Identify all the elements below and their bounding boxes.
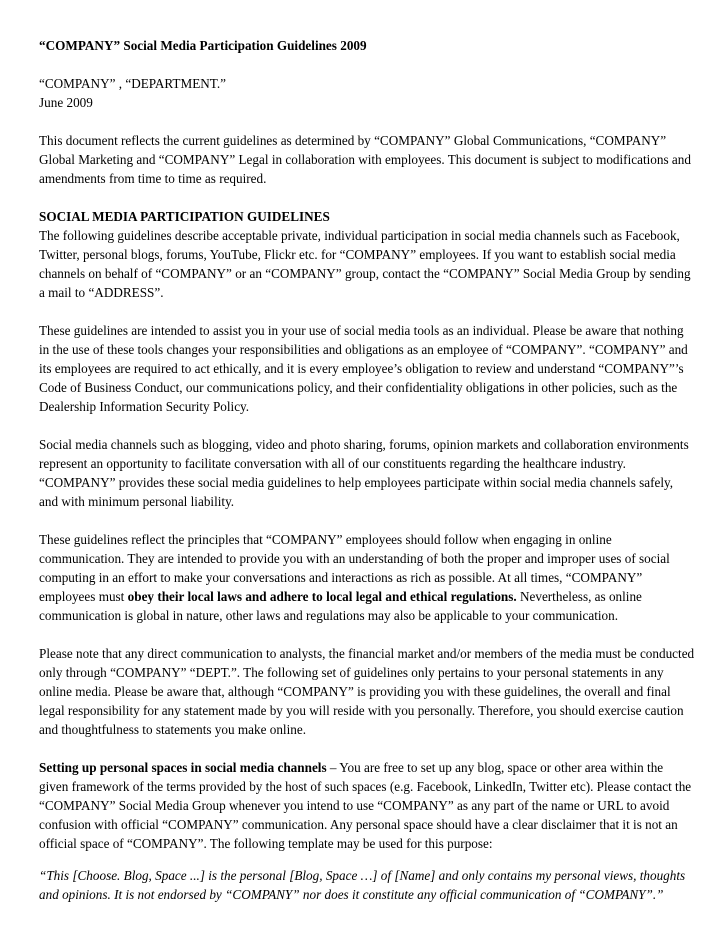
paragraph-responsibilities: These guidelines are intended to assist you in your use of social media tools as an individual. Please be aware that nothing in the use of these tools changes your responsibilities and obligations as an employee of “COMPANY”. “COMPANY” and its employees are required to act ethically, and it is every employee’s obligation to review and understand “COMPANY”’s Code of Business Conduct, our communications policy, and their confidentiality obligations in other policies, such as the Dealership Information Security Policy. (39, 323, 688, 414)
principles-bold-emphasis: obey their local laws and adhere to local legal and ethical regulations. (127, 589, 517, 604)
document-date: June 2009 (39, 95, 93, 110)
paragraph-personal-spaces (39, 758, 695, 853)
document-title: “COMPANY” Social Media Participation Guidelines 2009 (39, 38, 367, 53)
paragraph-principles (39, 530, 695, 625)
paragraph-direct-communication: Please note that any direct communication to analysts, the financial market and/or members of the media must be conducted only through “COMPANY” “DEPT.”. The following set of guidelines only pertains to your personal statements in any online media. Please be aware that, although “COMPANY” is providing you with these guidelines, the overall and final legal responsibility for any statement made by you will reside with you personally. Therefore, you should exercise caution and thoughtfulness to statements you make online. (39, 646, 695, 737)
personal-spaces-heading: Setting up personal spaces in social media channels (39, 760, 327, 775)
section-guidelines-intro (39, 207, 695, 302)
paragraph-guidelines-scope: The following guidelines describe acceptable private, individual participation in social media channels such as Facebook, Twitter, personal blogs, forums, YouTube, Flickr etc. for “COMPANY” employees. If you want to establish social media channels on behalf of “COMPANY” or an “COMPANY” group, contact the “COMPANY” Social Media Group by sending a mail to “ADDRESS”. (39, 228, 691, 300)
document-header (39, 74, 695, 112)
paragraph-social-channels: Social media channels such as blogging, video and photo sharing, forums, opinion markets and collaboration environments represent an opportunity to facilitate conversation with all of our constituents regarding the healthcare industry. “COMPANY” provides these social media guidelines to help employees participate within social media channels safely, and with minimum personal liability. (39, 437, 689, 509)
disclaimer-template-quote: “This [Choose. Blog, Space ...] is the personal [Blog, Space …] of [Name] and only contains my personal views, thoughts and opinions. It is not endorsed by “COMPANY” nor does it constitute any official communication of “COMPANY”.” (39, 868, 686, 902)
principles-text-start: These guidelines reflect the principles that “COMPANY” employees should follow when engaging in online communication. They are intended to provide you with an understanding of both the proper and improper uses of social computing in an effort to make your conversations and interactions as rich as possible. At all times, “COMPANY” employees must (39, 532, 670, 604)
personal-spaces-body: – You are free to set up any blog, space or other area within the given framework of the terms provided by the host of such spaces (e.g. Facebook, LinkedIn, Twitter etc). Please contact the “COMPANY” Social Media Group whenever you intend to use “COMPANY” as any part of the name or URL to avoid confusion with official “COMPANY” communication. Any personal space should have a clear disclaimer that it is not an official space of “COMPANY”. The following template may be used for this purpose: (39, 760, 692, 851)
company-department-line: “COMPANY” , “DEPARTMENT.” (39, 76, 227, 91)
document-content (39, 36, 695, 904)
intro-paragraph: This document reflects the current guidelines as determined by “COMPANY” Global Communications, “COMPANY” Global Marketing and “COMPANY” Legal in collaboration with employees. This document is subject to modifications and amendments from time to time as required. (39, 133, 691, 186)
principles-text-end: Nevertheless, as online communication is global in nature, other laws and regulations may also be applicable to your communication. (39, 589, 642, 623)
section-heading-guidelines: SOCIAL MEDIA PARTICIPATION GUIDELINES (39, 209, 330, 224)
